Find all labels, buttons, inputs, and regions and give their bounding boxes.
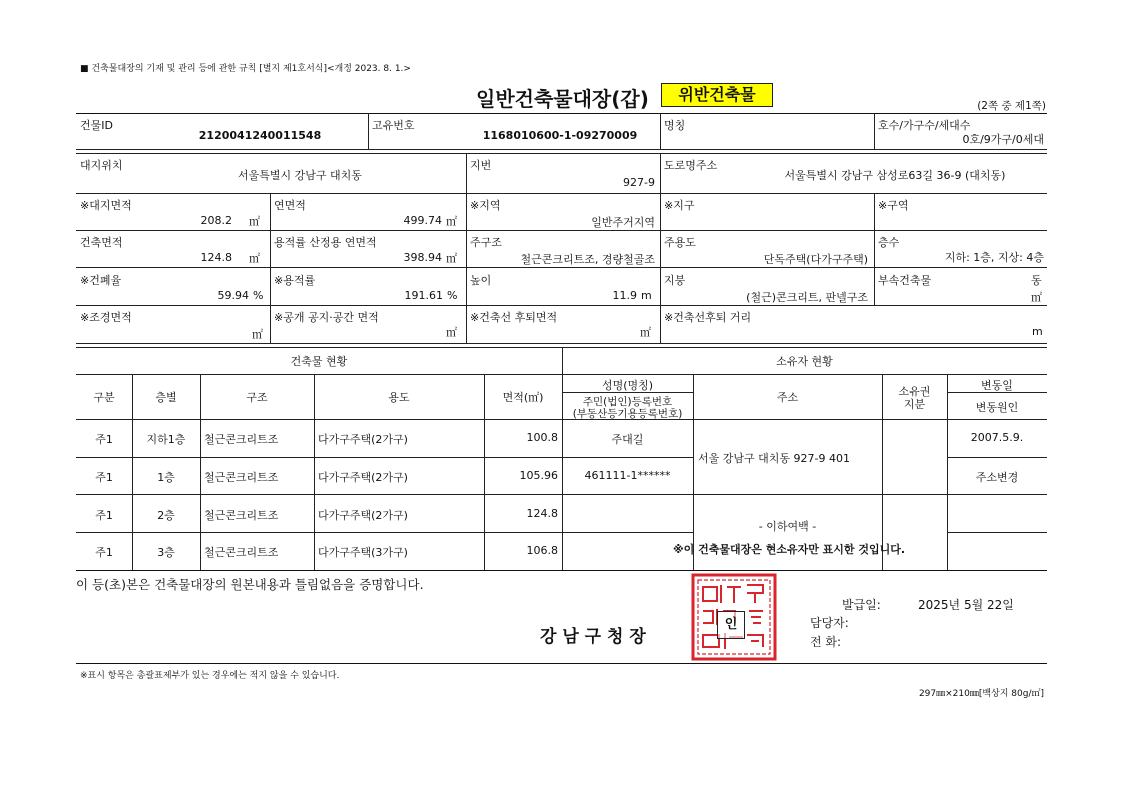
lot-value: 927-9 — [623, 176, 655, 189]
col-header-use: 용도 — [388, 391, 410, 404]
cell-type: 주1 — [95, 546, 113, 559]
unique-no: 1168010600-1-09270009 — [482, 129, 638, 142]
unit-sqm: ㎡ — [252, 328, 263, 341]
cell-structure: 철근콘크리트조 — [204, 433, 279, 446]
change-reason: 주소변경 — [975, 471, 1019, 484]
site-area-value: 208.2 — [200, 214, 232, 227]
far-label: ※용적률 — [274, 274, 316, 287]
zone-label: ※지역 — [470, 199, 501, 212]
roof-label: 지붕 — [664, 274, 686, 287]
height-label: 높이 — [470, 274, 492, 287]
cell-floor: 3층 — [157, 546, 175, 559]
section-label: ※구역 — [878, 199, 909, 212]
owner-section-title: 소유자 현황 — [776, 355, 833, 368]
certification-text: 이 등(초)본은 건축물대장의 원본내용과 틀림없음을 증명합니다. — [76, 577, 424, 592]
floor-area-value: 499.74 — [403, 214, 442, 227]
unit-sqm: ㎡ — [446, 215, 457, 228]
annex-unit-count: 동 — [1031, 274, 1042, 287]
cell-type: 주1 — [95, 509, 113, 522]
setback-distance-label: ※건축선후퇴 거리 — [664, 311, 752, 324]
landscape-label: ※조경면적 — [80, 311, 132, 324]
road-label: 도로명주소 — [664, 159, 718, 172]
unit-sqm: ㎡ — [249, 215, 260, 228]
seal-mark: 인 — [717, 611, 745, 639]
units-label: 호수/가구수/세대수 — [878, 119, 971, 132]
owner-reg-subheader: (부동산등기용등록번호) — [572, 408, 683, 420]
unit-sqm: ㎡ — [640, 326, 651, 339]
units-value: 0호/9가구/0세대 — [962, 133, 1044, 146]
far-value: 191.61 — [404, 289, 443, 302]
violation-badge: 위반건축물 — [661, 83, 773, 107]
change-date: 2007.5.9. — [970, 431, 1024, 444]
cell-type: 주1 — [95, 471, 113, 484]
site-label: 대지위치 — [80, 159, 123, 172]
unit-sqm: ㎡ — [1031, 291, 1042, 304]
use-value: 단독주택(다가구주택) — [763, 253, 868, 266]
floor-area-label: 연면적 — [274, 199, 306, 212]
owner-reg-header: 주민(법인)등록번호 — [582, 396, 673, 408]
site-value: 서울특별시 강남구 대치동 — [238, 169, 362, 182]
cell-type: 주1 — [95, 433, 113, 446]
lot-label: 지번 — [470, 159, 492, 172]
col-header-area: 면적(㎡) — [502, 391, 544, 404]
cell-use: 다가구주택(2가구) — [318, 471, 408, 484]
page-info: (2쪽 중 제1쪽) — [977, 100, 1046, 112]
owner-share-header: 소유권 — [898, 385, 931, 398]
district-label: ※지구 — [664, 199, 695, 212]
bcr-label: ※건폐율 — [80, 274, 122, 287]
unit-sqm: ㎡ — [249, 252, 260, 265]
owner-share-subheader: 지분 — [903, 398, 926, 411]
building-area-label: 건축면적 — [80, 236, 123, 249]
structure-value: 철근콘크리트조, 경량철골조 — [520, 253, 655, 266]
unique-no-label: 고유번호 — [372, 119, 415, 132]
paper-spec: 297㎜×210㎜[백상지 80g/㎡] — [918, 689, 1044, 699]
owner-address-header: 주소 — [776, 391, 799, 404]
floors-label: 층수 — [878, 236, 900, 249]
zone-value: 일반주거지역 — [591, 216, 655, 229]
issue-date-label: 발급일: — [842, 598, 881, 612]
blank-note: - 이하여백 - — [758, 520, 817, 533]
far-area-label: 용적률 산정용 연면적 — [274, 236, 377, 249]
unit-sqm: ㎡ — [446, 252, 457, 265]
current-owner-note: ※이 건축물대장은 현소유자만 표시한 것입니다. — [672, 543, 906, 556]
cell-use: 다가구주택(2가구) — [318, 433, 408, 446]
cell-floor: 2층 — [157, 509, 175, 522]
footer-note: ※표시 항목은 총괄표제부가 있는 경우에는 적지 않을 수 있습니다. — [80, 671, 340, 681]
col-header-type: 구분 — [93, 391, 115, 404]
unit-m: m — [1032, 325, 1043, 338]
cell-structure: 철근콘크리트조 — [204, 509, 279, 522]
height-value: 11.9 — [612, 289, 637, 302]
cell-use: 다가구주택(3가구) — [318, 546, 408, 559]
building-id: 2120041240011548 — [198, 129, 322, 142]
owner-address: 서울 강남구 대치동 927-9 401 — [698, 452, 850, 465]
name-label: 명칭 — [664, 119, 686, 132]
cell-area: 106.8 — [526, 544, 558, 557]
phone-label: 전 화: — [810, 635, 842, 649]
unit-pct: % — [253, 289, 264, 302]
far-area-value: 398.94 — [403, 251, 442, 264]
bcr-value: 59.94 — [217, 289, 249, 302]
building-id-label: 건물ID — [80, 119, 113, 132]
building-section-title: 건축물 현황 — [290, 355, 348, 368]
col-header-structure: 구조 — [246, 391, 268, 404]
official-seal — [691, 573, 777, 661]
floors-value: 지하: 1층, 지상: 4층 — [944, 251, 1044, 264]
cell-area: 100.8 — [526, 431, 558, 444]
structure-label: 주구조 — [470, 236, 502, 249]
cell-area: 124.8 — [526, 507, 558, 520]
cell-structure: 철근콘크리트조 — [204, 546, 279, 559]
owner-name-header: 성명(명칭) — [601, 379, 654, 392]
officer-label: 담당자: — [810, 616, 849, 630]
change-reason-header: 변동원인 — [975, 401, 1019, 414]
annex-label: 부속건축물 — [878, 274, 932, 287]
cell-area: 105.96 — [519, 469, 558, 482]
open-space-label: ※공개 공지·공간 면적 — [274, 311, 379, 324]
cell-floor: 지하1층 — [146, 433, 186, 446]
form-reference: ■ 건축물대장의 기재 및 관리 등에 관한 규칙 [별지 제1호서식]<개정 2023. 8. 1.> — [80, 64, 411, 74]
setback-area-label: ※건축선 후퇴면적 — [470, 311, 558, 324]
change-date-header: 변동일 — [981, 379, 1013, 392]
col-header-floor: 층별 — [155, 391, 177, 404]
issue-date: 2025년 5월 22일 — [918, 598, 1014, 612]
cell-floor: 1층 — [157, 471, 175, 484]
use-label: 주용도 — [664, 236, 696, 249]
building-area-value: 124.8 — [200, 251, 232, 264]
cell-use: 다가구주택(2가구) — [318, 509, 408, 522]
owner-reg-no: 461111-1****** — [584, 469, 671, 482]
unit-pct: % — [447, 289, 458, 302]
roof-value: (철근)콘크리트, 판넬구조 — [746, 291, 868, 304]
issuer-name: 강 남 구 청 장 — [540, 627, 646, 647]
road-value: 서울특별시 강남구 삼성로63길 36-9 (대치동) — [784, 169, 1006, 182]
cell-structure: 철근콘크리트조 — [204, 471, 279, 484]
owner-name: 주대길 — [611, 433, 644, 446]
unit-sqm: ㎡ — [446, 326, 457, 339]
unit-m: m — [641, 289, 652, 302]
page-title: 일반건축물대장(갑) — [476, 87, 649, 111]
site-area-label: ※대지면적 — [80, 199, 132, 212]
